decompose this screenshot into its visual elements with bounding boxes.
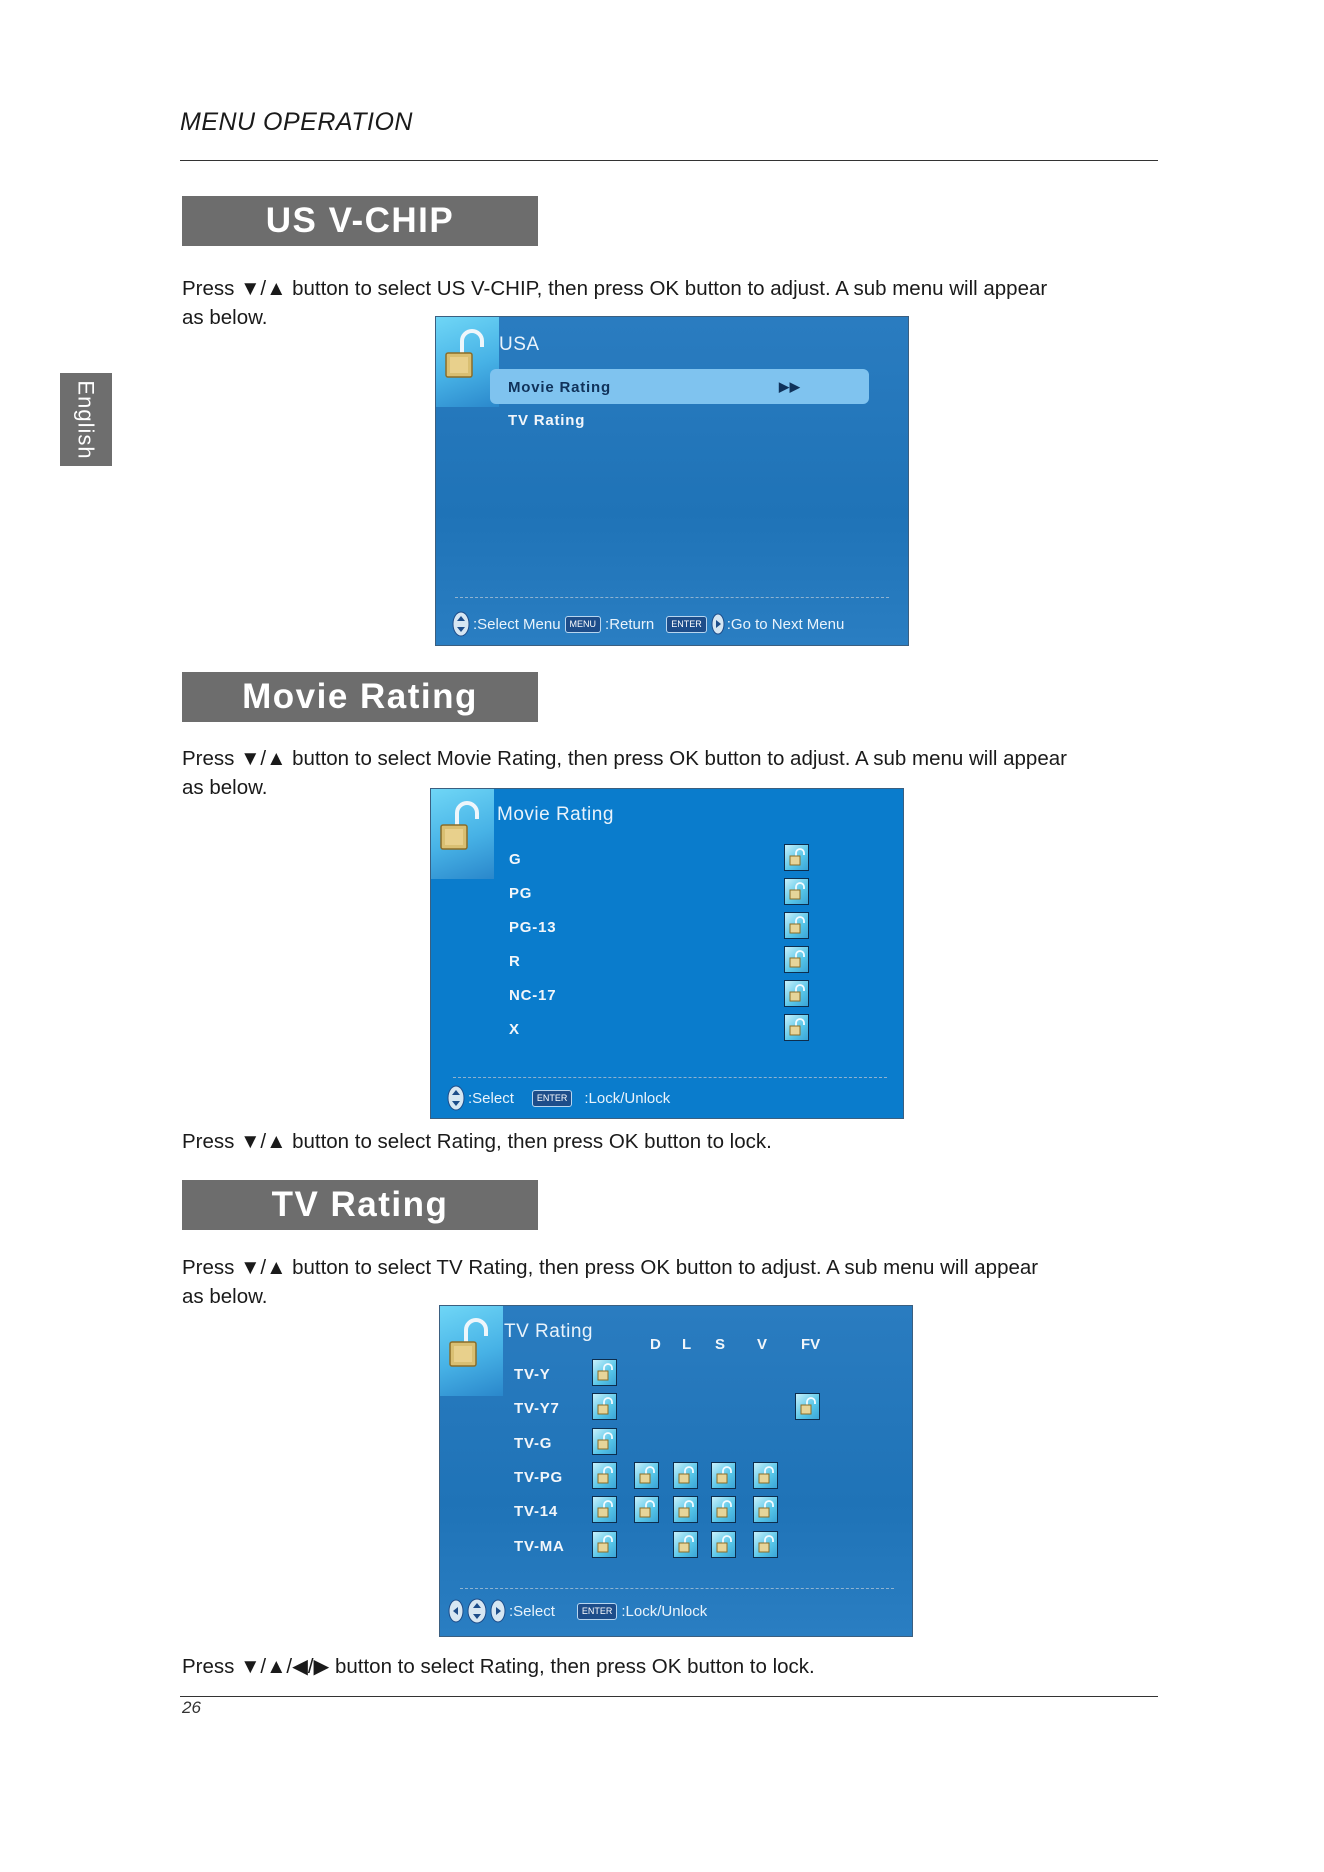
tv-rating-lock-toggle[interactable] (711, 1496, 736, 1523)
menu-item-tv-rating[interactable]: TV Rating (508, 412, 586, 429)
tv-rating-lock-toggle[interactable] (753, 1462, 778, 1489)
movie-rating-label[interactable]: R (509, 953, 521, 970)
footer-divider (460, 1588, 894, 1589)
padlock-open-icon (677, 1500, 694, 1519)
tv-footer (448, 1598, 707, 1624)
movie-after-instruction: Press ▼/▲ button to select Rating, then press OK button to lock. (182, 1130, 772, 1153)
tv-rating-label[interactable]: TV-Y7 (514, 1400, 560, 1418)
section-title-tv-rating: TV Rating (182, 1180, 538, 1230)
movie-instr-line2: as below. (182, 776, 268, 799)
padlock-open-icon (788, 1018, 805, 1037)
padlock-open-icon (437, 801, 487, 853)
movie-rating-lock-toggle[interactable] (784, 878, 809, 905)
language-tab-label: English (74, 379, 99, 460)
padlock-open-icon (446, 1318, 496, 1370)
movie-footer (447, 1085, 670, 1111)
vchip-instr-line1: Press ▼/▲ button to select US V-CHIP, then press OK button to adjust. A sub menu will appear (182, 277, 1048, 300)
tv-rating-label[interactable]: TV-14 (514, 1503, 559, 1521)
tv-rating-lock-toggle[interactable] (753, 1531, 778, 1558)
enter-key-icon: ENTER (532, 1090, 573, 1107)
tv-instr-line2: as below. (182, 1285, 268, 1308)
movie-rating-label[interactable]: X (509, 1021, 520, 1038)
vchip-footer (452, 611, 844, 637)
padlock-open-icon (757, 1500, 774, 1519)
tv-rating-lock-toggle[interactable] (753, 1496, 778, 1523)
tv-rating-lock-toggle[interactable] (673, 1462, 698, 1489)
tv-rating-lock-toggle[interactable] (592, 1428, 617, 1455)
submenu-arrow-icon: ▶▶ (779, 379, 801, 394)
footer-divider (455, 597, 889, 598)
tv-column-header: S (715, 1336, 726, 1353)
section-title-vchip: US V-CHIP (182, 196, 538, 246)
footer-lock-unlock: :Lock/Unlock (584, 1089, 671, 1107)
movie-rating-label[interactable]: PG-13 (509, 919, 557, 936)
padlock-open-icon (788, 950, 805, 969)
padlock-open-icon (677, 1535, 694, 1554)
language-tab (60, 373, 112, 466)
movie-rating-label[interactable]: G (509, 851, 522, 868)
padlock-open-icon (596, 1466, 613, 1485)
footer-select: :Select (509, 1602, 555, 1620)
padlock-open-icon (442, 329, 492, 381)
padlock-open-icon (788, 882, 805, 901)
enter-key-icon: ENTER (666, 616, 707, 633)
padlock-open-icon (596, 1500, 613, 1519)
tv-rating-lock-toggle[interactable] (634, 1496, 659, 1523)
movie-rating-label[interactable]: PG (509, 885, 533, 902)
padlock-open-icon (596, 1535, 613, 1554)
four-way-nav-icon (448, 1598, 506, 1624)
tv-rating-lock-toggle[interactable] (592, 1462, 617, 1489)
tv-instr-line1: Press ▼/▲ button to select TV Rating, then press OK button to adjust. A sub menu will appear (182, 1256, 1039, 1279)
page-number: 26 (182, 1698, 201, 1717)
tv-column-header: V (757, 1336, 768, 1353)
up-down-nav-icon (447, 1085, 465, 1111)
tv-rating-lock-toggle[interactable] (711, 1531, 736, 1558)
tv-rating-lock-toggle[interactable] (673, 1496, 698, 1523)
tv-rating-lock-toggle[interactable] (711, 1462, 736, 1489)
footer-divider (453, 1077, 887, 1078)
footer-next-menu: :Go to Next Menu (726, 615, 845, 633)
tv-column-header: L (682, 1336, 692, 1353)
tv-rating-lock-toggle[interactable] (634, 1462, 659, 1489)
tv-rating-label[interactable]: TV-MA (514, 1537, 565, 1555)
padlock-open-icon (715, 1466, 732, 1485)
movie-instr-line1: Press ▼/▲ button to select Movie Rating, then press OK button to adjust. A sub menu will appear (182, 747, 1067, 770)
tv-rating-lock-toggle[interactable] (592, 1393, 617, 1420)
movie-rating-lock-toggle[interactable] (784, 912, 809, 939)
footer-lock-unlock: :Lock/Unlock (621, 1602, 708, 1620)
padlock-open-icon (596, 1397, 613, 1416)
movie-rating-screen (430, 788, 904, 1119)
footer-select: :Select (468, 1089, 514, 1107)
tv-rating-lock-toggle[interactable] (795, 1393, 820, 1420)
vchip-menu-screen (435, 316, 909, 646)
padlock-open-icon (788, 848, 805, 867)
padlock-open-icon (596, 1363, 613, 1382)
vchip-instr-line2: as below. (182, 306, 268, 329)
tv-column-header: FV (801, 1336, 821, 1353)
menu-item-movie-rating[interactable]: Movie Rating (508, 379, 611, 396)
padlock-open-icon (757, 1535, 774, 1554)
padlock-open-icon (715, 1500, 732, 1519)
padlock-open-icon (596, 1432, 613, 1451)
section-title-movie-rating: Movie Rating (182, 672, 538, 722)
padlock-open-icon (638, 1466, 655, 1485)
movie-rating-lock-toggle[interactable] (784, 1014, 809, 1041)
footer-rule (180, 1696, 1158, 1697)
padlock-open-icon (638, 1500, 655, 1519)
padlock-open-icon (788, 916, 805, 935)
tv-rating-lock-toggle[interactable] (673, 1531, 698, 1558)
tv-rating-lock-toggle[interactable] (592, 1359, 617, 1386)
footer-return: :Return (605, 615, 655, 633)
movie-rating-lock-toggle[interactable] (784, 946, 809, 973)
padlock-open-icon (788, 984, 805, 1003)
lock-badge (431, 789, 494, 879)
tv-rating-lock-toggle[interactable] (592, 1496, 617, 1523)
tv-rating-lock-toggle[interactable] (592, 1531, 617, 1558)
tv-after-instruction: Press ▼/▲/◀/▶ button to select Rating, then press OK button to lock. (182, 1655, 815, 1678)
movie-rating-label[interactable]: NC-17 (509, 987, 557, 1004)
movie-screen-title: Movie Rating (497, 804, 614, 825)
footer-select-menu: :Select Menu (473, 615, 561, 633)
tv-instructions (182, 1253, 1142, 1311)
tv-screen-title: TV Rating (504, 1321, 593, 1342)
lock-badge (440, 1306, 503, 1396)
tv-rating-label[interactable]: TV-Y (514, 1366, 551, 1383)
right-nav-icon (711, 613, 725, 635)
tv-rating-label[interactable]: TV-G (514, 1434, 553, 1452)
up-down-nav-icon (452, 611, 470, 637)
padlock-open-icon (799, 1397, 816, 1416)
header-rule (180, 160, 1158, 161)
movie-rating-lock-toggle[interactable] (784, 844, 809, 871)
menu-key-icon: MENU (565, 616, 602, 633)
padlock-open-icon (677, 1466, 694, 1485)
padlock-open-icon (715, 1535, 732, 1554)
vchip-screen-title: USA (499, 334, 540, 355)
tv-column-header: D (650, 1336, 661, 1353)
tv-rating-label[interactable]: TV-PG (514, 1468, 564, 1486)
movie-rating-lock-toggle[interactable] (784, 980, 809, 1007)
page-header: MENU OPERATION (180, 108, 413, 136)
enter-key-icon: ENTER (577, 1603, 618, 1620)
tv-rating-screen (439, 1305, 913, 1637)
padlock-open-icon (757, 1466, 774, 1485)
